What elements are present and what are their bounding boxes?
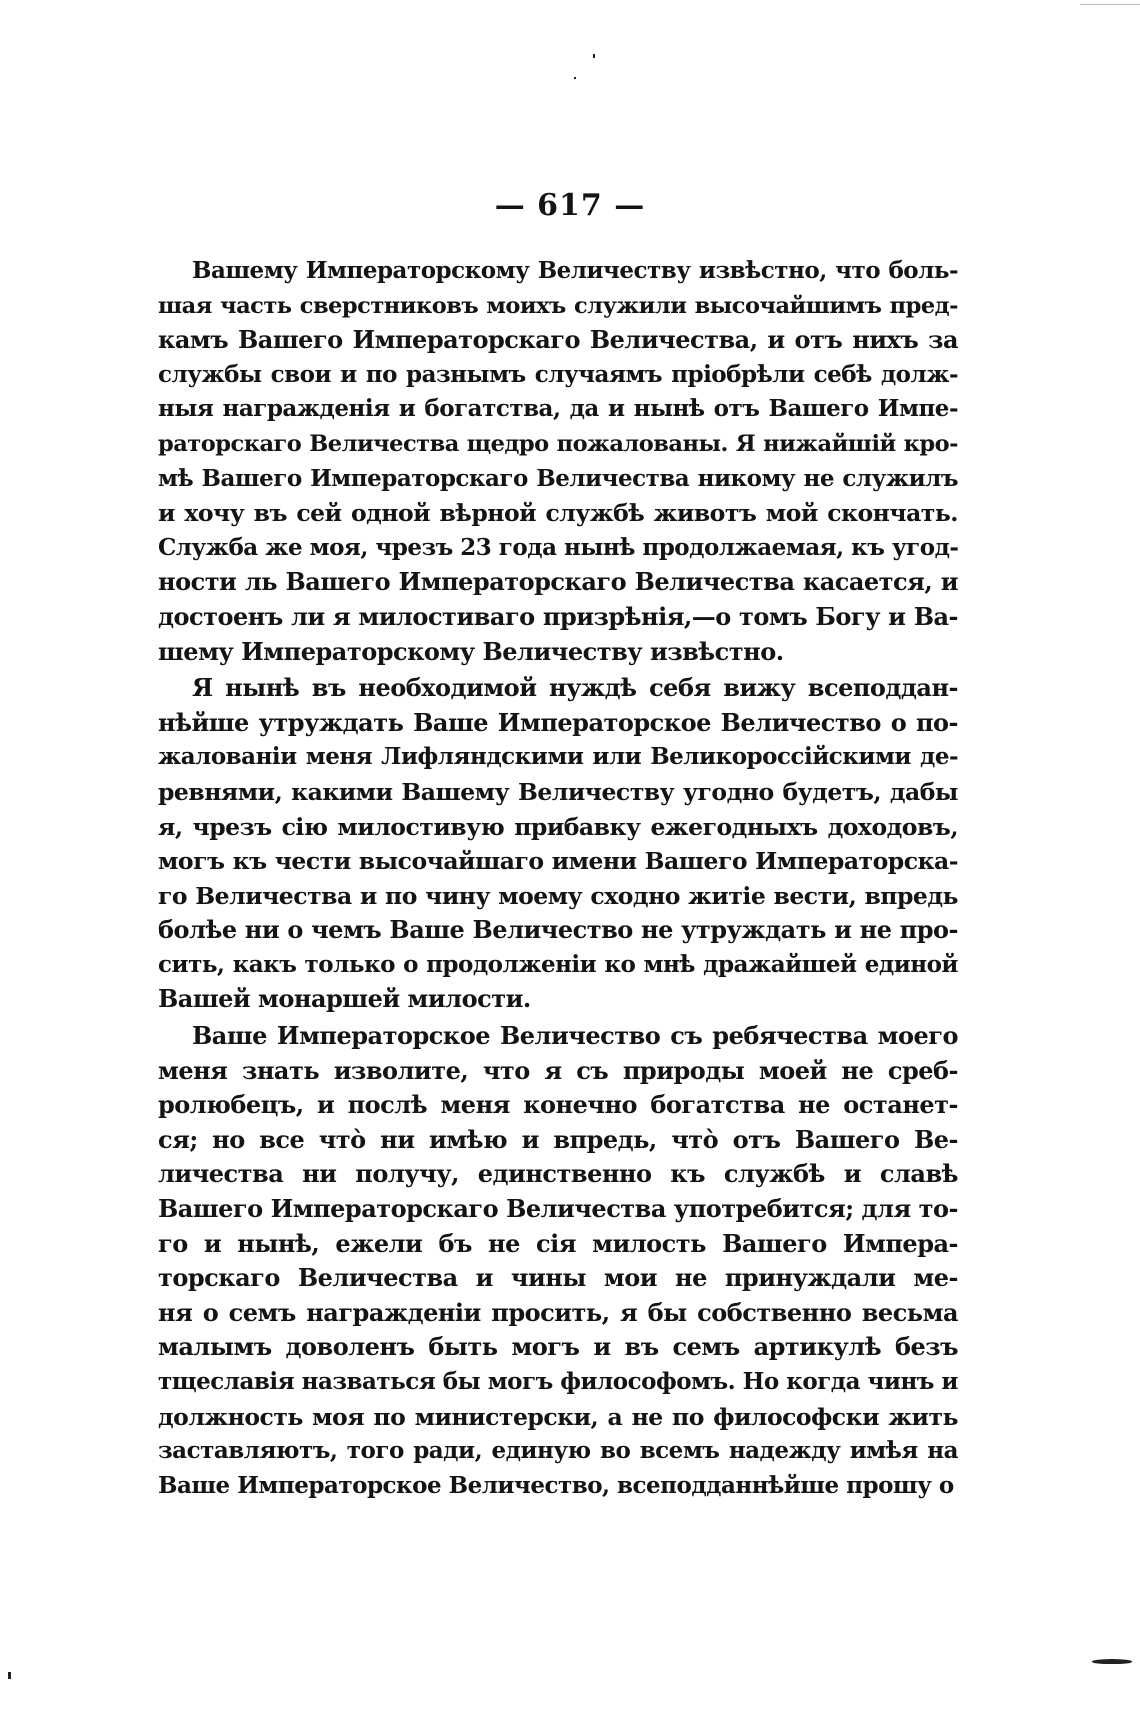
- text-line: шему Императорскому Величеству извѣстно.: [158, 636, 784, 666]
- text-line: я, чрезъ сію милостивую прибавку ежегодныхъ доходовъ,: [158, 812, 958, 841]
- scan-speck: [8, 1672, 11, 1679]
- text-line: достоенъ ли я милостиваго призрѣнія,—о томъ Богу и Ва-: [158, 601, 958, 631]
- text-line: Вашему Императорскому Величеству извѣстно, что боль-: [192, 257, 958, 284]
- text-line: ся; но все что̀ ни имѣю и впредь, что̀ отъ Вашего Ве-: [158, 1124, 958, 1154]
- text-line: заставляютъ, того ради, единую во всемъ надежду имѣя на: [158, 1437, 958, 1465]
- text-line: нѣйше утруждать Ваше Императорское Величество о по-: [158, 707, 958, 737]
- text-line: шая часть сверстниковъ моихъ служили высочайшимъ пред-: [158, 292, 958, 319]
- text-line: Служба же моя, чрезъ 23 года нынѣ продолжаемая, къ угод-: [158, 533, 959, 561]
- text-line: Ваше Императорское Величество съ ребячества моего: [192, 1021, 958, 1051]
- page-number: — 617 —: [494, 188, 646, 223]
- text-line: торскаго Величества и чины мои не принуждали ме-: [158, 1263, 958, 1293]
- paragraph: [158, 671, 958, 1017]
- text-line: жалованіи меня Лифляндскими или Великороссійскими де-: [158, 743, 958, 771]
- text-line: го и нынѣ, ежели бъ не сія милость Вашего Импера-: [158, 1228, 958, 1258]
- text-line: болѣе ни о чемъ Ваше Величество не утруждать и не про-: [158, 915, 958, 945]
- paragraph: [158, 254, 958, 669]
- text-line: ня о семъ награжденіи просить, я бы собственно весьма: [158, 1297, 958, 1327]
- text-line: ныя награжденія и богатства, да и нынѣ отъ Вашего Импе-: [158, 395, 958, 423]
- text-line: тщеславія назваться бы могъ философомъ. Но когда чинъ и: [158, 1368, 958, 1395]
- text-line: ревнями, какими Вашему Величеству угодно будетъ, дабы: [158, 777, 958, 806]
- text-line: должность моя по министерски, а не по философски жить: [158, 1402, 958, 1431]
- text-line: мѣ Вашего Императорскаго Величества никому не служилъ: [158, 464, 958, 492]
- body-text: [158, 254, 958, 1503]
- scan-speck: [574, 77, 576, 79]
- scan-edge-mark: [1080, 4, 1140, 5]
- text-line: ности ль Вашего Императорскаго Величества касается, и: [158, 567, 958, 597]
- text-line: службы свои и по разнымъ случаямъ пріобрѣли себѣ долж-: [158, 360, 958, 388]
- text-line: и хочу въ сей одной вѣрной службѣ животъ мой скончать.: [158, 499, 958, 528]
- scan-edge-mark: [1092, 1659, 1132, 1664]
- text-line: раторскаго Величества щедро пожалованы. Я нижайшій кро-: [158, 430, 958, 457]
- paragraph: [158, 1019, 958, 1503]
- text-line: могъ къ чести высочайшаго имени Вашего Императорска-: [158, 847, 958, 876]
- text-line: го Величества и по чину моему сходно житіе вести, впредь: [158, 881, 958, 910]
- text-line: ролюбецъ, и послѣ меня конечно богатства не останет-: [158, 1090, 958, 1120]
- text-line: Я нынѣ въ необходимой нуждѣ себя вижу всеподдан-: [192, 673, 958, 703]
- text-line: Вашей монаршей милости.: [158, 984, 531, 1014]
- text-line: камъ Вашего Императорскаго Величества, и отъ нихъ за: [158, 325, 958, 355]
- text-line: Вашего Императорскаго Величества употребится; для то-: [158, 1194, 958, 1224]
- text-line: личества ни получу, единственно къ службѣ и славѣ: [158, 1159, 958, 1189]
- text-line: малымъ доволенъ быть могъ и въ семъ артикулѣ безъ: [158, 1332, 958, 1362]
- text-line: Ваше Императорское Величество, всеподданнѣйше прошу о: [158, 1471, 954, 1499]
- scan-speck: [593, 54, 595, 58]
- text-line: меня знать изволите, что я съ природы моей не среб-: [158, 1055, 958, 1085]
- text-line: сить, какъ только о продолженіи ко мнѣ дражайшей единой: [158, 950, 958, 978]
